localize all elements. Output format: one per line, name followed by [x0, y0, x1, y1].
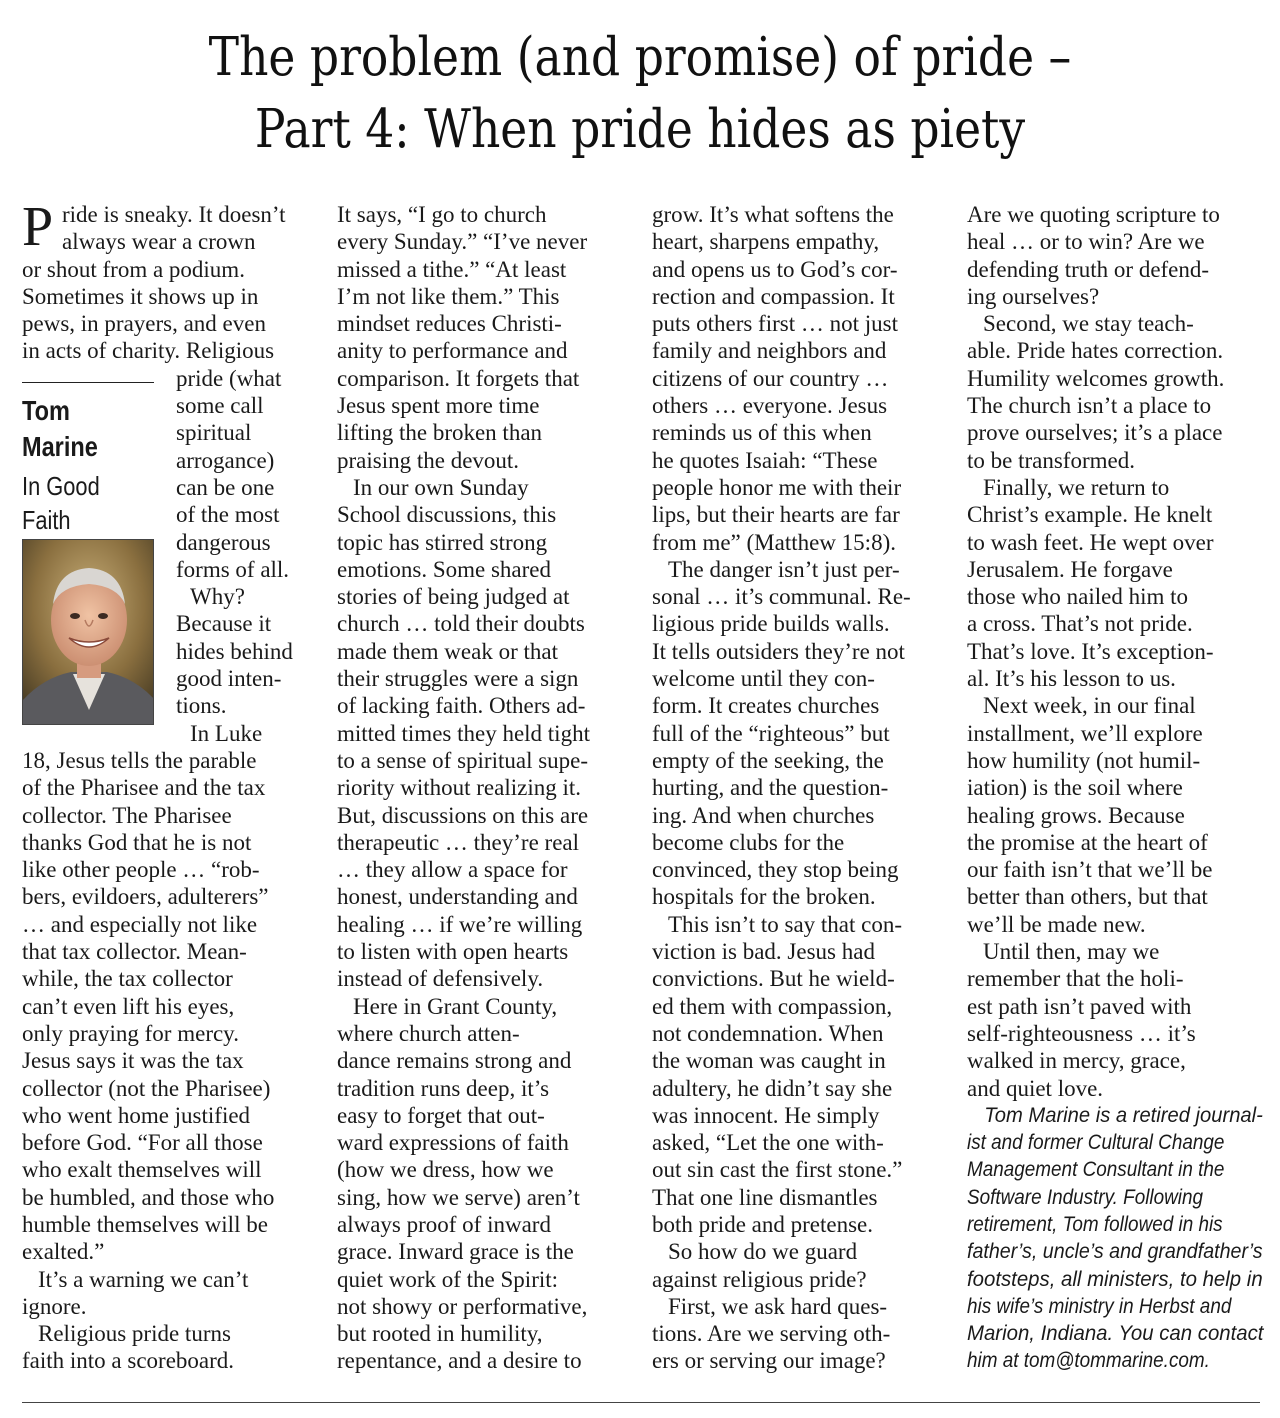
text-line: dangerous	[176, 529, 271, 555]
article-column-3	[652, 201, 948, 1375]
text-line: he quotes Isaiah: “These	[652, 447, 878, 473]
text-line: Jerusalem. He forgave	[967, 556, 1173, 582]
text-line: thanks God that he is not	[22, 829, 252, 855]
paragraph	[967, 201, 1263, 310]
text-line: against religious pride?	[652, 1266, 867, 1292]
bio-line: his wife’s ministry in Herbst and	[967, 1294, 1232, 1318]
text-line: viction is bad. Jesus had	[652, 939, 875, 965]
bio-line: Tom Marine is a retired journal-	[984, 1103, 1263, 1127]
text-line: praising the devout.	[337, 447, 520, 473]
author-headshot-icon	[23, 540, 154, 725]
text-line: reminds us of this when	[652, 420, 872, 446]
text-line: walked in mercy, grace,	[967, 1048, 1186, 1074]
text-line: become clubs for the	[652, 829, 845, 855]
text-line: ride is sneaky. It doesn’t	[62, 202, 286, 227]
text-line: and opens us to God’s cor-	[652, 256, 898, 282]
text-line: lifting the broken than	[337, 420, 543, 446]
text-line: to be transformed.	[967, 447, 1135, 473]
text-line: always proof of inward	[337, 1211, 551, 1237]
text-line: the promise at the heart of	[967, 829, 1208, 855]
text-line: Here in Grant County,	[353, 993, 558, 1019]
text-line: I’m not like them.” This	[337, 283, 560, 309]
text-line: to listen with open hearts	[337, 939, 569, 965]
text-line: from me” (Matthew 15:8).	[652, 529, 896, 555]
text-line: Second, we stay teach-	[983, 311, 1194, 337]
text-line: ing ourselves?	[967, 283, 1100, 309]
text-line: Jesus spent more time	[337, 393, 540, 419]
text-line: School discussions, this	[337, 502, 557, 528]
text-line: iation) is the soil where	[967, 775, 1183, 801]
text-line: ed them with compassion,	[652, 993, 893, 1019]
text-line: of the Pharisee and the tax	[22, 775, 266, 801]
paragraph	[22, 720, 318, 1266]
text-line: easy to forget that out-	[337, 1102, 545, 1128]
text-line: full of the “righteous” but	[652, 720, 890, 746]
text-line: like other people … “rob-	[22, 857, 260, 883]
text-line: Until then, may we	[983, 939, 1160, 965]
text-line: better than others, but that	[967, 884, 1208, 910]
text-line: tradition runs deep, it’s	[337, 1075, 550, 1101]
bottom-divider	[22, 1402, 1260, 1403]
text-line: mindset reduces Christi-	[337, 311, 562, 337]
text-line: not showy or performative,	[337, 1293, 588, 1319]
text-line: family and neighbors and	[652, 338, 887, 364]
headline-line-1: The problem (and promise) of pride –	[208, 27, 1072, 88]
byline-rule	[22, 382, 154, 383]
text-line: Why?	[190, 584, 245, 610]
text-line: able. Pride hates correction.	[967, 338, 1224, 364]
text-line: we’ll be made new.	[967, 911, 1146, 937]
text-line: quiet work of the Spirit:	[337, 1266, 559, 1292]
text-line: defending truth or defend-	[967, 256, 1210, 282]
text-line: faith into a scoreboard.	[22, 1348, 235, 1374]
text-line: convictions. But he wield-	[652, 966, 895, 992]
text-line: It’s a warning we can’t	[38, 1266, 249, 1292]
text-line: every Sunday.” “I’ve never	[337, 229, 588, 255]
paragraph	[652, 1238, 948, 1293]
text-line: adultery, he didn’t say she	[652, 1075, 893, 1101]
text-line: It tells outsiders they’re not	[652, 638, 905, 664]
article-column-2	[337, 201, 633, 1375]
text-line: those who nailed him to	[967, 584, 1189, 610]
author-name-line-1: Tom	[22, 395, 70, 426]
text-line: anity to performance and	[337, 338, 568, 364]
text-line: ward expressions of faith	[337, 1130, 569, 1156]
text-line: was innocent. He simply	[652, 1102, 880, 1128]
text-line: This isn’t to say that con-	[668, 911, 903, 937]
text-line: ligious pride builds walls.	[652, 611, 890, 637]
text-line: but rooted in humility,	[337, 1321, 543, 1347]
text-line: Because it	[176, 611, 272, 637]
text-line: comparison. It forgets that	[337, 365, 580, 391]
paragraph	[22, 1320, 318, 1375]
text-line: of lacking faith. Others ad-	[337, 693, 586, 719]
text-line: rection and compassion. It	[652, 283, 895, 309]
bio-line: Management Consultant in the	[967, 1158, 1225, 1182]
text-line: prove ourselves; it’s a place	[967, 420, 1223, 446]
bio-line: retirement, Tom followed in his	[967, 1212, 1223, 1236]
text-line: exalted.”	[22, 1239, 105, 1265]
text-line: Religious pride turns	[38, 1321, 231, 1347]
text-line: a cross. That’s not pride.	[967, 611, 1193, 637]
text-line: of the most	[176, 502, 280, 528]
text-line: ignore.	[22, 1293, 87, 1319]
text-line: to a sense of spiritual supe-	[337, 747, 589, 773]
column-name-line-2: Faith	[22, 505, 71, 535]
text-line: good inten-	[176, 666, 282, 692]
text-line: healing … if we’re willing	[337, 911, 583, 937]
drop-cap: P	[22, 196, 54, 258]
text-line: made them weak or that	[337, 638, 558, 664]
paragraph	[337, 993, 633, 1375]
byline	[22, 382, 156, 537]
text-line: pride (what	[176, 365, 282, 391]
text-line: hurting, and the question-	[652, 775, 889, 801]
text-line: Finally, we return to	[983, 474, 1170, 500]
paragraph	[967, 938, 1263, 1102]
text-line: and quiet love.	[967, 1075, 1104, 1101]
text-line: who exalt themselves will	[22, 1157, 262, 1183]
text-line: Are we quoting scripture to	[967, 202, 1220, 227]
headline-line-2: Part 4: When pride hides as piety	[254, 99, 1026, 160]
text-line: repentance, and a desire to	[337, 1348, 582, 1374]
text-line: First, we ask hard ques-	[668, 1293, 888, 1319]
text-line: humble themselves will be	[22, 1211, 268, 1237]
article-column-1	[22, 196, 318, 1375]
text-line: church … told their doubts	[337, 611, 585, 637]
text-line: arrogance)	[176, 447, 275, 473]
text-line: some call	[176, 393, 264, 419]
text-line: asked, “Let the one with-	[652, 1130, 884, 1156]
text-line: empty of the seeking, the	[652, 747, 884, 773]
text-line: Next week, in our final	[983, 693, 1196, 719]
paragraph	[967, 474, 1263, 692]
bio-line: ist and former Cultural Change	[967, 1131, 1225, 1155]
text-line: hides behind	[176, 638, 293, 664]
paragraph	[652, 556, 948, 911]
text-line: that tax collector. Mean-	[22, 939, 247, 965]
text-line: emotions. Some shared	[337, 556, 551, 582]
text-line: heart, sharpens empathy,	[652, 229, 880, 255]
text-line: always wear a crown	[62, 229, 256, 255]
text-line: convinced, they stop being	[652, 857, 899, 883]
text-line: our faith isn’t that we’ll be	[967, 857, 1213, 883]
text-line: before God. “For all those	[22, 1130, 263, 1156]
text-line: In Luke	[190, 720, 263, 746]
text-line: 18, Jesus tells the parable	[22, 747, 257, 773]
text-line: where church atten-	[337, 1020, 520, 1046]
text-line: only praying for mercy.	[22, 1020, 239, 1046]
paragraph	[652, 911, 948, 1239]
text-line: bers, evildoers, adulterers”	[22, 884, 269, 910]
text-line: both pride and pretense.	[652, 1211, 873, 1237]
text-line: forms of all.	[176, 556, 290, 582]
text-line: tions. Are we serving oth-	[652, 1321, 891, 1347]
text-line: But, discussions on this are	[337, 802, 589, 828]
text-line: collector (not the Pharisee)	[22, 1075, 271, 1101]
text-line: form. It creates churches	[652, 693, 880, 719]
bio-line: Marion, Indiana. You can contact	[967, 1322, 1264, 1346]
text-line: tions.	[176, 693, 227, 719]
text-line: who went home justified	[22, 1102, 251, 1128]
text-line: grace. Inward grace is the	[337, 1239, 574, 1265]
text-line: out sin cast the first stone.”	[652, 1157, 903, 1183]
column-name-line-1: In Good	[22, 471, 100, 501]
text-line: The church isn’t a place to	[967, 393, 1212, 419]
bio-line: footsteps, all ministers, to help in	[967, 1267, 1263, 1291]
text-line: missed a tithe.” “At least	[337, 256, 567, 282]
text-line: installment, we’ll explore	[967, 720, 1203, 746]
text-line: Sometimes it shows up in	[22, 283, 259, 309]
text-line: dance remains strong and	[337, 1048, 572, 1074]
text-line: to wash feet. He wept over	[967, 529, 1214, 555]
text-line: hospitals for the broken.	[652, 884, 876, 910]
paragraph	[967, 692, 1263, 938]
article-column-4	[967, 201, 1263, 1375]
text-line: people honor me with their	[652, 474, 902, 500]
text-line: in acts of charity. Religious	[22, 338, 275, 364]
text-line: their struggles were a sign	[337, 666, 579, 692]
text-line: remember that the holi-	[967, 966, 1184, 992]
text-line: riority without realizing it.	[337, 775, 582, 801]
text-line: citizens of our country …	[652, 365, 889, 391]
bio-line: Software Industry. Following	[967, 1185, 1204, 1209]
text-line: can’t even lift his eyes,	[22, 993, 235, 1019]
text-line: others … everyone. Jesus	[652, 393, 888, 419]
text-line: instead of defensively.	[337, 966, 544, 992]
text-line: It says, “I go to church	[337, 202, 547, 227]
text-line: be humbled, and those who	[22, 1184, 275, 1210]
text-line: est path isn’t paved with	[967, 993, 1192, 1019]
headline	[90, 22, 1191, 166]
text-line: (how we dress, how we	[337, 1157, 554, 1183]
text-line: collector. The Pharisee	[22, 802, 232, 828]
author-bio	[967, 1102, 1263, 1375]
paragraph	[967, 310, 1263, 474]
paragraph	[337, 201, 633, 474]
text-line: the woman was caught in	[652, 1048, 886, 1074]
text-line: stories of being judged at	[337, 584, 570, 610]
text-line: al. It’s his lesson to us.	[967, 666, 1176, 692]
text-line: or shout from a podium.	[22, 256, 245, 282]
text-line: honest, understanding and	[337, 884, 578, 910]
author-photo	[22, 539, 154, 725]
text-line: therapeutic … they’re real	[337, 829, 580, 855]
text-line: puts others first … not just	[652, 311, 898, 337]
text-line: Humility welcomes growth.	[967, 365, 1225, 391]
text-line: sing, how we serve) aren’t	[337, 1184, 580, 1210]
text-line: ers or serving our image?	[652, 1348, 886, 1374]
text-line: healing grows. Because	[967, 802, 1185, 828]
text-line: while, the tax collector	[22, 966, 233, 992]
text-line: pews, in prayers, and even	[22, 311, 266, 337]
text-line: grow. It’s what softens the	[652, 202, 894, 227]
text-line: That’s love. It’s exception-	[967, 638, 1214, 664]
text-line: lips, but their hearts are far	[652, 502, 900, 528]
text-line: welcome until they con-	[652, 666, 875, 692]
text-line: self-righteousness … it’s	[967, 1020, 1196, 1046]
text-line: heal … or to win? Are we	[967, 229, 1205, 255]
paragraph	[652, 1293, 948, 1375]
bio-line: father’s, uncle’s and grandfather’s	[967, 1240, 1263, 1264]
text-line: Christ’s example. He knelt	[967, 502, 1213, 528]
text-line: In our own Sunday	[353, 474, 529, 500]
text-line: topic has stirred strong	[337, 529, 548, 555]
text-line: Jesus says it was the tax	[22, 1048, 244, 1074]
text-line: spiritual	[176, 420, 252, 446]
text-line: … and especially not like	[22, 911, 258, 937]
paragraph	[337, 474, 633, 993]
paragraph	[652, 201, 948, 556]
bio-line: him at tom@tommarine.com.	[967, 1349, 1210, 1373]
paragraph	[22, 1266, 318, 1321]
text-line: … they allow a space for	[337, 857, 568, 883]
author-name-line-2: Marine	[22, 431, 98, 462]
text-line: So how do we guard	[668, 1239, 858, 1265]
text-line: That one line dismantles	[652, 1184, 878, 1210]
text-line: how humility (not humil-	[967, 747, 1201, 773]
text-line: not condemnation. When	[652, 1020, 884, 1046]
text-line: The danger isn’t just per-	[668, 556, 900, 582]
text-line: sonal … it’s communal. Re-	[652, 584, 911, 610]
text-line: ing. And when churches	[652, 802, 875, 828]
text-line: mitted times they held tight	[337, 720, 590, 746]
text-line: can be one	[176, 474, 275, 500]
